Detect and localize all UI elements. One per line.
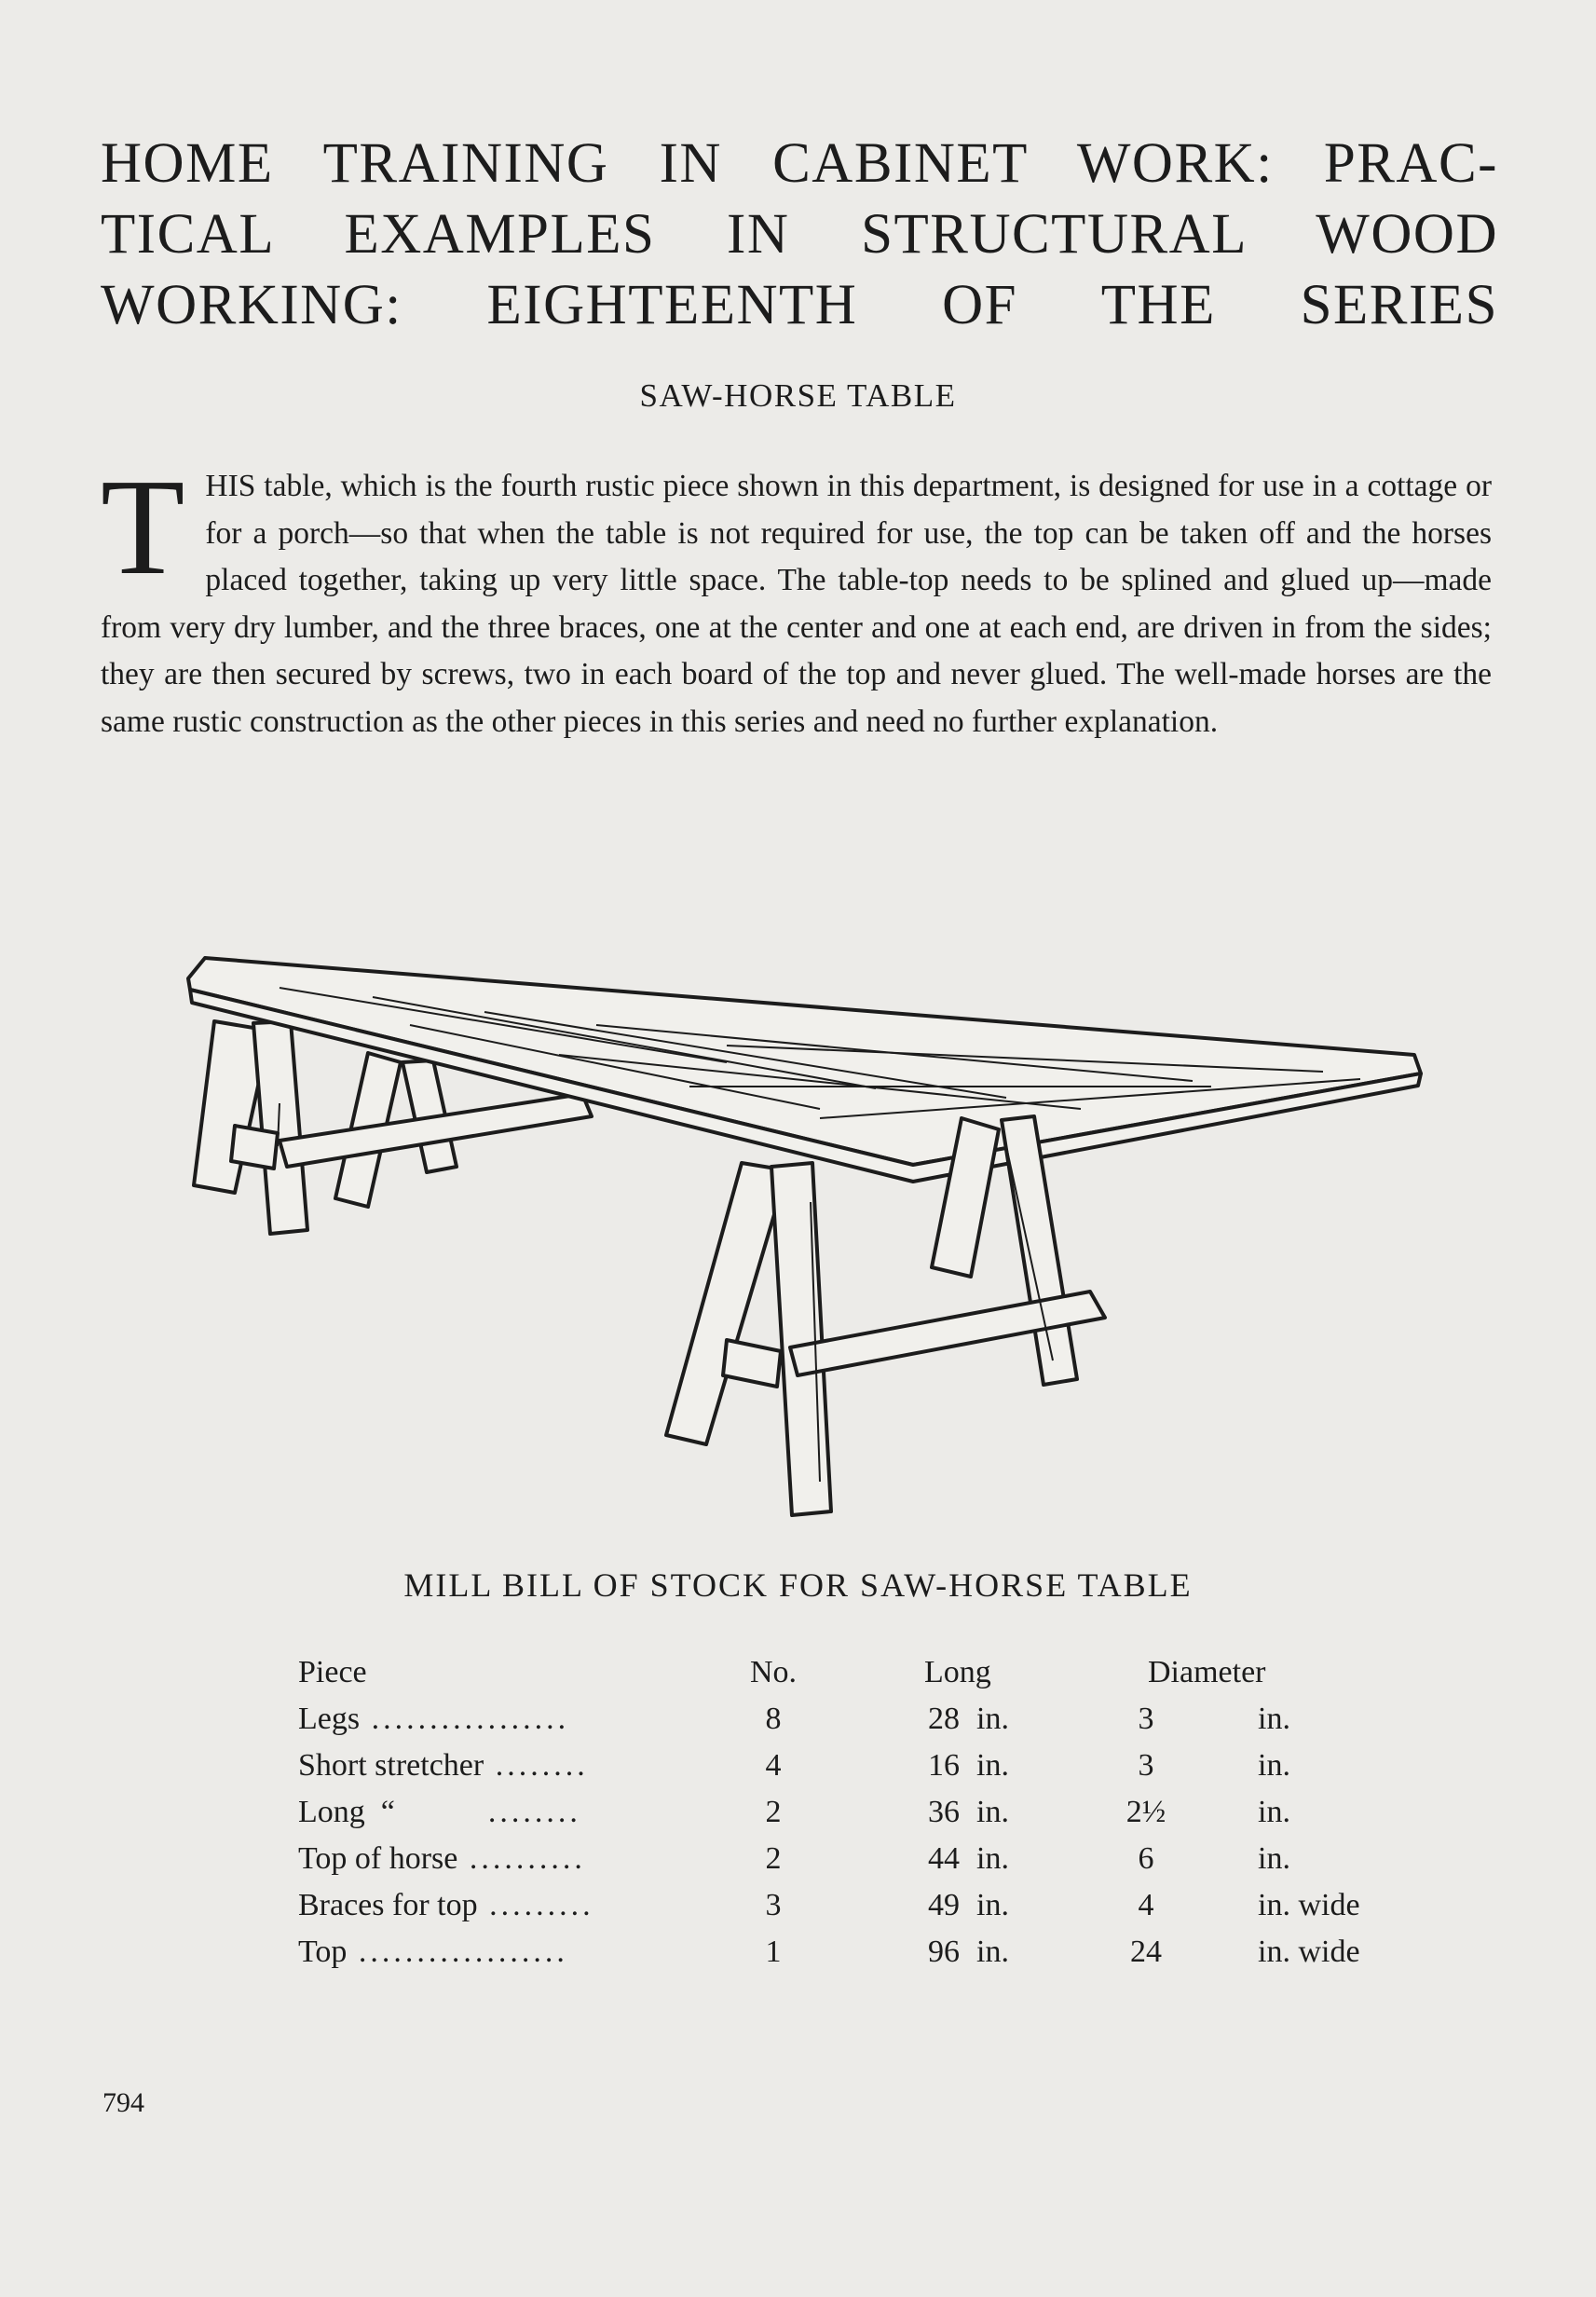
diameter-unit: in. wide [1258, 1888, 1360, 1922]
diameter-cell: 4 [1138, 1888, 1154, 1922]
column-header-no: No. [749, 1655, 798, 1689]
article-title [101, 129, 1498, 341]
table-row [298, 1789, 1416, 1836]
piece-cell [298, 1882, 764, 1929]
diameter-cell: 24 [1130, 1935, 1162, 1969]
quantity-cell: 8 [765, 1702, 782, 1736]
leg [253, 1021, 307, 1234]
quantity-cell: 2 [765, 1841, 782, 1876]
length-unit: in. [976, 1935, 1009, 1969]
quantity-cell: 1 [765, 1935, 782, 1969]
article-subtitle: SAW-HORSE TABLE [639, 377, 957, 414]
piece-name: Braces for top [298, 1888, 478, 1922]
title-line: WORKING: EIGHTEENTH OF THE SERIES [101, 274, 1498, 336]
piece-name: Short stretcher [298, 1748, 484, 1783]
brace [723, 1340, 781, 1387]
diameter-unit: in. wide [1258, 1935, 1360, 1969]
piece-cell [298, 1836, 764, 1882]
length-unit: in. [976, 1888, 1009, 1922]
length-unit: in. [976, 1795, 1009, 1829]
title-line: HOME TRAINING IN CABINET WORK: PRAC- [101, 132, 1498, 195]
drop-cap: T [101, 451, 185, 604]
dot-leader: ........ [394, 1795, 581, 1829]
quantity-cell: 4 [765, 1748, 782, 1783]
piece-name: Legs [298, 1702, 361, 1736]
table-header-row [298, 1649, 1416, 1696]
length-unit: in. [976, 1702, 1009, 1736]
mill-bill-title: MILL BILL OF STOCK FOR SAW-HORSE TABLE [403, 1566, 1193, 1604]
length-cell: 28 [928, 1702, 960, 1736]
table-row [298, 1836, 1416, 1882]
length-cell: 49 [928, 1888, 960, 1922]
diameter-unit: in. [1258, 1795, 1290, 1829]
length-unit: in. [976, 1748, 1009, 1783]
column-header-long: Long [924, 1655, 991, 1689]
quantity-cell: 2 [765, 1795, 782, 1829]
piece-cell [298, 1696, 764, 1743]
diameter-cell: 2½ [1125, 1795, 1166, 1829]
length-unit: in. [976, 1841, 1009, 1876]
piece-name: Top of horse [298, 1841, 458, 1876]
length-cell: 16 [928, 1748, 960, 1783]
piece-cell [298, 1789, 764, 1836]
piece-name: Long “ [298, 1795, 395, 1829]
saw-horse-table-drawing-icon [168, 923, 1435, 1528]
table-row [298, 1696, 1416, 1743]
length-cell: 44 [928, 1841, 960, 1876]
brace [231, 1126, 278, 1169]
mill-bill-table [298, 1649, 1416, 1976]
dot-leader: .......... [457, 1841, 586, 1876]
page-number: 794 [102, 2087, 144, 2118]
dot-leader: .................. [347, 1935, 568, 1969]
length-cell: 36 [928, 1795, 960, 1829]
piece-name: Top [298, 1935, 348, 1969]
diameter-cell: 6 [1138, 1841, 1154, 1876]
article-body-text: HIS table, which is the fourth rustic piece shown in this department, is designed for use in a cottage or for a porch—so that when the table is not required for use, the top can be taken off and the horses placed together, taking up very little space. The table-top needs to be splined and glued up—made from very dry lumber, and the three braces, one at the center and one at each end, are driven in from the sides; they are then secured by screws, two in each board of the top and never glued. The well-made horses are the same rustic construction as the other pieces in this series and need no further explanation. [101, 469, 1492, 739]
table-row [298, 1882, 1416, 1929]
diameter-unit: in. [1258, 1841, 1290, 1876]
diameter-cell: 3 [1138, 1748, 1154, 1783]
leg [666, 1163, 787, 1444]
column-header-diameter: Diameter [1148, 1655, 1266, 1689]
table-row [298, 1743, 1416, 1789]
column-header-piece: Piece [298, 1655, 367, 1689]
title-line: TICAL EXAMPLES IN STRUCTURAL WOOD [101, 203, 1498, 266]
diameter-unit: in. [1258, 1748, 1290, 1783]
dot-leader: ......... [477, 1888, 594, 1922]
table-row [298, 1929, 1416, 1976]
dot-leader: ................. [360, 1702, 570, 1736]
leg [1002, 1116, 1077, 1385]
diameter-unit: in. [1258, 1702, 1290, 1736]
piece-cell [298, 1743, 764, 1789]
leg [771, 1163, 831, 1515]
dot-leader: ........ [484, 1748, 589, 1783]
length-cell: 96 [928, 1935, 960, 1969]
quantity-cell: 3 [765, 1888, 782, 1922]
piece-cell [298, 1929, 764, 1976]
diameter-cell: 3 [1138, 1702, 1154, 1736]
article-body [101, 451, 1492, 745]
